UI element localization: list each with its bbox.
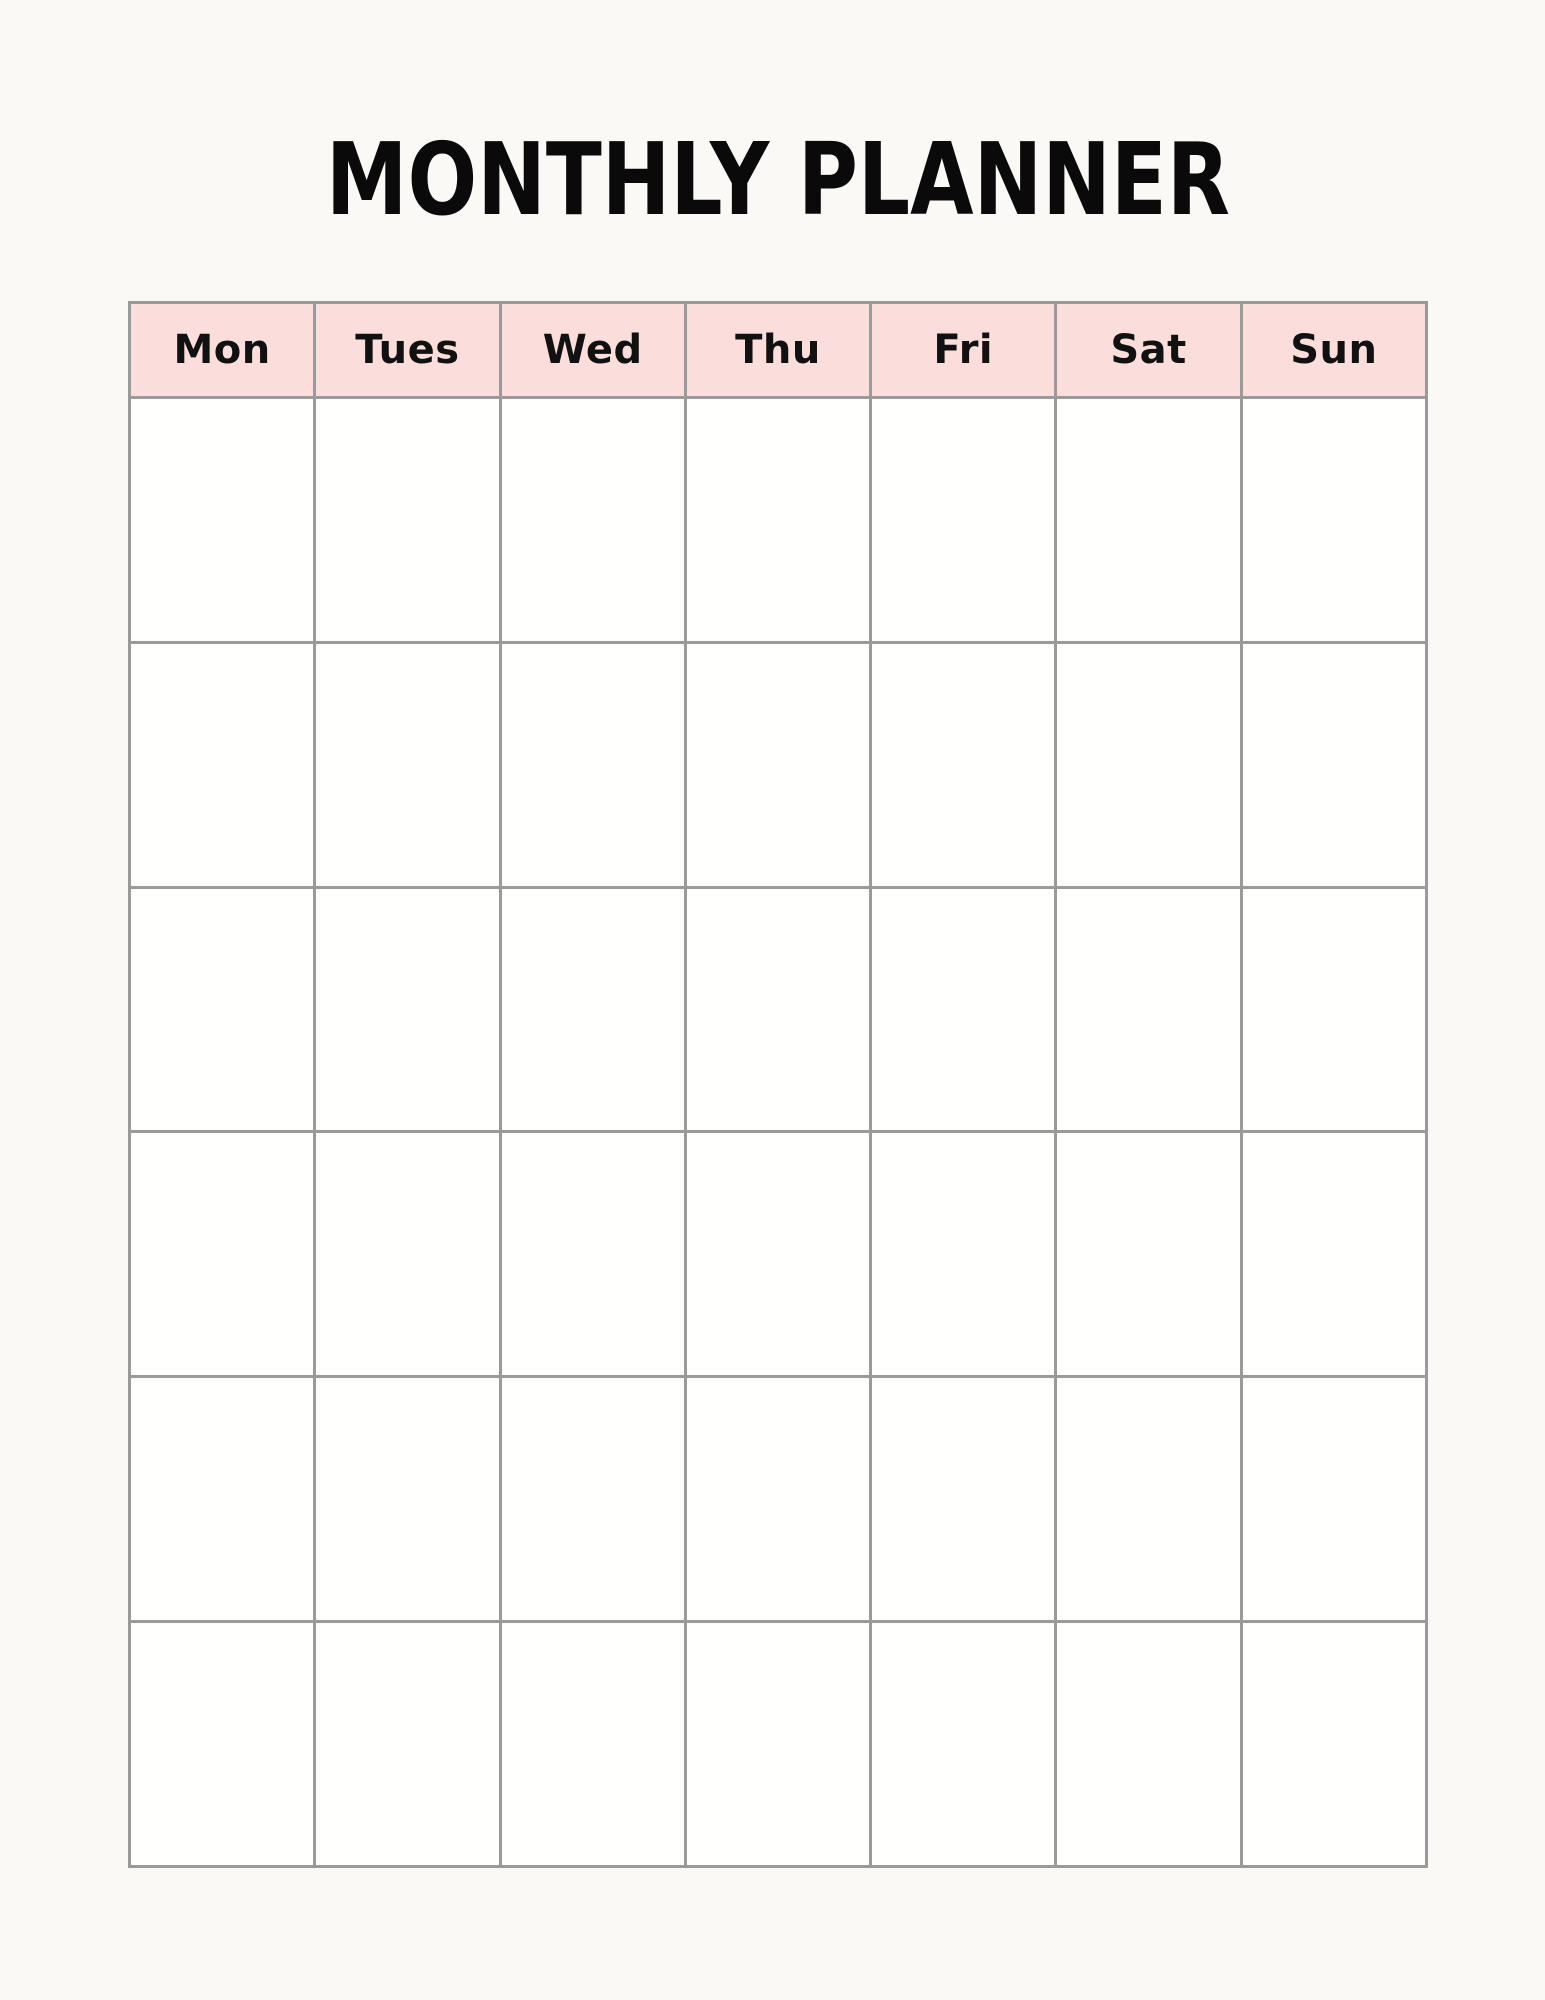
day-header-tues (316, 304, 498, 396)
day-header-label: Thu (735, 327, 821, 373)
calendar-cell (502, 1623, 684, 1865)
day-header-sat (1057, 304, 1239, 396)
calendar-cell (316, 1133, 498, 1375)
calendar-cell (872, 1378, 1054, 1620)
calendar-cell (687, 1133, 869, 1375)
calendar-cell (1057, 1623, 1239, 1865)
calendar-cell (872, 1623, 1054, 1865)
calendar-cell (1057, 1378, 1239, 1620)
day-header-label: Sun (1290, 327, 1378, 373)
day-header-label: Wed (542, 327, 643, 373)
calendar-cell (131, 644, 313, 886)
calendar-cell (131, 1378, 313, 1620)
calendar-cell (872, 889, 1054, 1131)
calendar-cell (502, 399, 684, 641)
calendar-cell (1243, 889, 1425, 1131)
calendar-cell (687, 889, 869, 1131)
calendar-cell (1243, 399, 1425, 641)
calendar-cell (687, 1378, 869, 1620)
calendar-cell (502, 1378, 684, 1620)
calendar-cell (502, 889, 684, 1131)
calendar-cell (1243, 1623, 1425, 1865)
calendar-cell (872, 399, 1054, 641)
calendar-cell (1243, 1378, 1425, 1620)
day-header-label: Tues (355, 327, 460, 373)
calendar-cell (872, 1133, 1054, 1375)
calendar-cell (131, 889, 313, 1131)
day-header-label: Mon (173, 327, 271, 373)
calendar-cell (131, 1133, 313, 1375)
calendar-cell (316, 1623, 498, 1865)
calendar-cell (1057, 1133, 1239, 1375)
calendar-table (128, 301, 1428, 1868)
day-header-mon (131, 304, 313, 396)
day-header-label: Fri (933, 327, 994, 373)
calendar-cell (316, 644, 498, 886)
calendar-cell (316, 1378, 498, 1620)
day-header-sun (1243, 304, 1425, 396)
day-header-wed (502, 304, 684, 396)
calendar-cell (872, 644, 1054, 886)
calendar-cell (316, 889, 498, 1131)
calendar-cell (316, 399, 498, 641)
calendar-cell (1243, 644, 1425, 886)
calendar-cell (502, 644, 684, 886)
day-header-label: Sat (1110, 327, 1187, 373)
calendar-cell (687, 1623, 869, 1865)
calendar-cell (131, 399, 313, 641)
calendar-cell (502, 1133, 684, 1375)
page-title: MONTHLY PLANNER (325, 121, 1231, 238)
day-header-thu (687, 304, 869, 396)
calendar-cell (131, 1623, 313, 1865)
calendar-cell (687, 399, 869, 641)
calendar-cell (1057, 399, 1239, 641)
day-header-fri (872, 304, 1054, 396)
calendar-cell (687, 644, 869, 886)
calendar-cell (1057, 644, 1239, 886)
calendar-cell (1243, 1133, 1425, 1375)
calendar-cell (1057, 889, 1239, 1131)
